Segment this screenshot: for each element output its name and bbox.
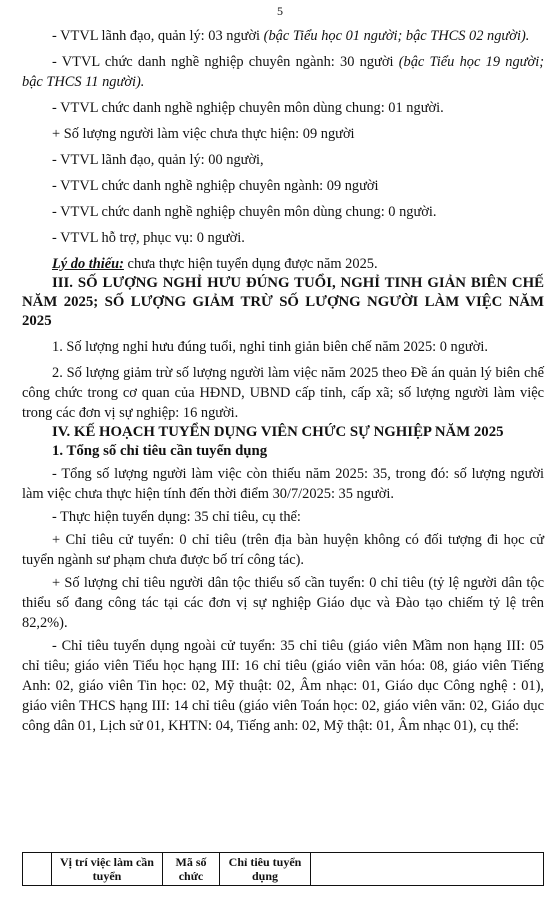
- paragraph-unfilled-professional: - VTVL chức danh nghề nghiệp chuyên ngành: 09 người: [52, 178, 379, 194]
- paragraph-total-shortage: - Tổng số lượng người làm việc còn thiếu năm 2025: 35, trong đó: số lượng người làm việc chưa thực hiện tính đến thời điểm 30/7/2025: 35 người.: [22, 466, 544, 502]
- page-number: 5: [277, 4, 283, 18]
- paragraph-professional-positions: [22, 52, 544, 92]
- italic-note: (bậc Tiểu học 19 người; bậc THCS 11 người).: [22, 54, 544, 90]
- paragraph-common-positions: - VTVL chức danh nghề nghiệp chuyên môn dùng chung: 01 người.: [52, 100, 444, 116]
- table-header-cell: Vị trí việc làm cần tuyển: [52, 853, 163, 886]
- paragraph-unfilled-management: - VTVL lãnh đạo, quản lý: 00 người,: [52, 152, 264, 168]
- text: - VTVL chức danh nghề nghiệp chuyên ngành: 30 người: [52, 54, 399, 70]
- table-header-cell: [23, 853, 52, 886]
- paragraph-retirement: 1. Số lượng nghỉ hưu đúng tuổi, nghỉ tinh giản biên chế năm 2025: 0 người.: [52, 339, 488, 355]
- paragraph-shortage-reason: [22, 254, 544, 274]
- paragraph-ethnic-minority-quota: + Số lượng chỉ tiêu người dân tộc thiểu số cần tuyển: 0 chỉ tiêu (tỷ lệ người dân tộc thiểu số đang công tác tại các đơn vị sự nghiệp Giáo dục và Đào tạo chiếm tỷ lệ trên 82,2%).: [22, 575, 544, 631]
- reason-text: chưa thực hiện tuyển dụng được năm 2025.: [123, 256, 378, 272]
- paragraph-unfilled-common: - VTVL chức danh nghề nghiệp chuyên môn dùng chung: 0 người.: [52, 204, 437, 220]
- section-heading-3: III. SỐ LƯỢNG NGHỈ HƯU ĐÚNG TUỔI, NGHỈ TINH GIẢN BIÊN CHẾ NĂM 2025; SỐ LƯỢNG GIẢM TRỪ SỐ LƯỢNG NGƯỜI LÀM VIỆC NĂM 2025: [22, 275, 544, 329]
- table-header-row: [23, 853, 544, 886]
- paragraph-external-recruitment: - Chỉ tiêu tuyển dụng ngoài cử tuyển: 35 chỉ tiêu (giáo viên Mầm non hạng III: 05 chỉ tiêu; giáo viên Tiểu học hạng III: 16 chỉ tiêu (giáo viên văn hóa: 08, giáo viên Tiếng Anh: 02, giáo viên Tin học: 02, Mỹ thuật: 02, Âm nhạc: 01, Giáo dục Công nghệ : 01), giáo viên THCS hạng III: 14 chỉ tiêu (giáo viên Toán học: 02, giáo viên văn: 02, Giáo dục công dân 01, Lịch sử 01, KHTN: 04, Tiếng anh: 02, Mỹ thật: 01, Âm nhạc 01), cụ thể:: [22, 638, 544, 734]
- paragraph-management-positions: [22, 26, 544, 46]
- recruitment-table: [22, 852, 544, 886]
- table-header-cell: Chỉ tiêu tuyển dụng: [220, 853, 311, 886]
- document-body: [22, 26, 544, 736]
- paragraph-nomination-quota: + Chỉ tiêu cử tuyển: 0 chỉ tiêu (trên địa bàn huyện không có đối tượng đi học cử tuyển ngành sư phạm chưa được bố trí công tác).: [22, 532, 544, 568]
- reason-label: Lý do thiếu:: [52, 256, 124, 272]
- table-header-cell: Mã số chức: [163, 853, 220, 886]
- italic-note: (bậc Tiểu học 01 người; bậc THCS 02 người).: [263, 28, 530, 44]
- paragraph-recruitment: - Thực hiện tuyển dụng: 35 chỉ tiêu, cụ thể:: [52, 509, 301, 525]
- section-heading-4: IV. KẾ HOẠCH TUYỂN DỤNG VIÊN CHỨC SỰ NGHIỆP NĂM 2025: [52, 424, 504, 440]
- paragraph-unfilled-count: + Số lượng người làm việc chưa thực hiện: 09 người: [52, 126, 355, 142]
- text: - VTVL lãnh đạo, quản lý: 03 người: [52, 28, 264, 44]
- paragraph-reduction: 2. Số lượng giảm trừ số lượng người làm việc năm 2025 theo Đề án quản lý biên chế công chức trong cơ quan của HĐND, UBND cấp tỉnh, cấp xã; số lượng người làm việc trong các đơn vị sự nghiệp: 16 người.: [22, 365, 544, 421]
- paragraph-unfilled-support: - VTVL hỗ trợ, phục vụ: 0 người.: [52, 230, 245, 246]
- table-header-cell: [311, 853, 544, 886]
- subsection-heading-1: 1. Tổng số chỉ tiêu cần tuyển dụng: [52, 443, 268, 459]
